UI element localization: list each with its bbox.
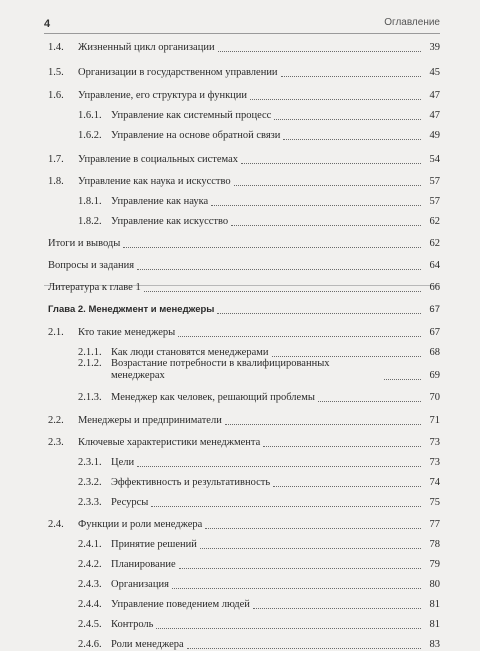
toc-entry: [78, 477, 440, 489]
toc-entry-number: 1.4.: [48, 42, 64, 53]
toc-dot-leader: [137, 466, 421, 467]
toc-entry-number: 2.4.1.: [78, 539, 102, 550]
toc-page-number: 74: [429, 477, 440, 488]
toc-entry-number: 2.2.: [48, 415, 64, 426]
toc-entry-title: Жизненный цикл организации: [78, 42, 215, 53]
toc-page-number: 45: [429, 67, 440, 78]
toc-entry: [48, 260, 440, 272]
toc-entry: [48, 282, 440, 294]
toc-entry-number: 1.7.: [48, 154, 64, 165]
toc-entry-title: Роли менеджера: [111, 639, 184, 650]
toc-entry-number: 2.4.4.: [78, 599, 102, 610]
toc-dot-leader: [272, 356, 421, 357]
toc-page-number: 71: [429, 415, 440, 426]
toc-entry: [78, 457, 440, 469]
toc-entry-title: Планирование: [111, 559, 176, 570]
toc-entry-title: Организация: [111, 579, 169, 590]
toc-entry-title: Ключевые характеристики менеджмента: [78, 437, 261, 448]
toc-dot-leader: [178, 336, 421, 337]
running-title: Оглавление: [384, 17, 440, 28]
toc-entry-number: 1.6.2.: [78, 130, 102, 141]
page-number: 4: [44, 18, 51, 30]
toc-dot-leader: [283, 139, 421, 140]
toc-entry-title: Управление как системный процесс: [111, 110, 272, 121]
toc-chapter-row: [48, 304, 440, 316]
toc-dot-leader: [172, 588, 421, 589]
toc-page-number: 68: [429, 347, 440, 358]
toc-entry-title: Организации в государственном управлении: [78, 67, 278, 78]
toc-entry-title: Менеджер как человек, решающий проблемы: [111, 392, 315, 403]
toc-entry-number: 2.3.: [48, 437, 64, 448]
header-rule: [44, 33, 440, 34]
toc-chapter-label: Глава 2.: [48, 304, 86, 315]
toc-entry-title: Управление, его структура и функции: [78, 90, 248, 101]
toc-page-number: 73: [429, 437, 440, 448]
toc-entry-title: Ресурсы: [111, 497, 149, 508]
toc-dot-leader: [211, 205, 421, 206]
toc-dot-leader: [218, 51, 421, 52]
toc-entry: [48, 437, 440, 449]
toc-page-number: 73: [429, 457, 440, 468]
toc-chapter-title: Менеджмент и менеджеры: [88, 304, 215, 315]
toc-entry-number: 2.1.2.: [78, 358, 102, 369]
toc-page-number: 57: [429, 176, 440, 187]
toc-dot-leader: [273, 486, 421, 487]
toc-page-number: 78: [429, 539, 440, 550]
toc-entry: [78, 130, 440, 142]
toc-page-number: 49: [429, 130, 440, 141]
toc-dot-leader: [263, 446, 421, 447]
toc-entry-number: 1.8.: [48, 176, 64, 187]
toc-entry-number: 2.4.6.: [78, 639, 102, 650]
toc-entry-title: Цели: [111, 457, 135, 468]
toc-dot-leader: [241, 163, 421, 164]
toc-entry-number: 2.1.1.: [78, 347, 102, 358]
toc-dot-leader: [144, 291, 421, 292]
toc-page-number: 81: [429, 619, 440, 630]
toc-entry-title: Управление как наука: [111, 196, 209, 207]
toc-entry: [48, 42, 440, 54]
toc-entry-number: 1.5.: [48, 67, 64, 78]
toc-dot-leader: [156, 628, 421, 629]
toc-dot-leader: [234, 185, 421, 186]
toc-entry: [48, 238, 440, 250]
toc-dot-leader: [137, 269, 421, 270]
toc-page-number: 80: [429, 579, 440, 590]
toc-entry-number: 2.4.2.: [78, 559, 102, 570]
toc-entry-title: Менеджеры и предприниматели: [78, 415, 222, 426]
toc-entry-number: 1.6.1.: [78, 110, 102, 121]
toc-entry-title: Управление в социальных системах: [78, 154, 239, 165]
toc-page-number: 67: [429, 327, 440, 338]
toc-dot-leader: [250, 99, 421, 100]
toc-entry: [78, 639, 440, 651]
toc-page-number: 47: [429, 90, 440, 101]
toc-dot-leader: [253, 608, 421, 609]
toc-dot-leader: [384, 379, 421, 380]
toc-entry: [48, 154, 440, 166]
toc-page-number: 47: [429, 110, 440, 121]
toc-entry-number: 2.4.3.: [78, 579, 102, 590]
toc-page-number: 79: [429, 559, 440, 570]
toc-entry: [78, 196, 440, 208]
toc-entry-title: Возрастание потребности в квалифицированных менеджерах: [111, 358, 330, 381]
toc-entry-title: Управление на основе обратной связи: [111, 130, 281, 141]
toc-page-number: 62: [429, 216, 440, 227]
toc-entry-title: Управление как наука и искусство: [78, 176, 231, 187]
toc-entry: [48, 90, 440, 102]
toc-entry: [48, 415, 440, 427]
toc-dot-leader: [231, 225, 421, 226]
toc-entry-title: Вопросы и задания: [48, 260, 135, 271]
toc-page-number: 62: [429, 238, 440, 249]
toc-entry: [48, 67, 440, 79]
toc-entry: [78, 216, 440, 228]
toc-entry: [78, 110, 440, 122]
toc-page-number: 39: [429, 42, 440, 53]
toc-entry: [78, 392, 440, 404]
toc-dot-leader: [151, 506, 421, 507]
toc-page-number: 69: [429, 370, 440, 381]
toc-page-number: 57: [429, 196, 440, 207]
toc-entry: [78, 539, 440, 551]
toc-entry-number: 2.4.5.: [78, 619, 102, 630]
toc-dot-leader: [225, 424, 421, 425]
toc-page-number: 67: [429, 304, 440, 315]
toc-entry-title: Принятие решений: [111, 539, 197, 550]
toc-entry-title: Контроль: [111, 619, 154, 630]
toc-entry-number: 2.1.: [48, 327, 64, 338]
toc-entry: [78, 619, 440, 631]
toc-entry: [48, 176, 440, 188]
toc-page-number: 81: [429, 599, 440, 610]
toc-entry-number: 2.3.2.: [78, 477, 102, 488]
toc-entry-title: Эффективность и результативность: [111, 477, 271, 488]
toc-dot-leader: [205, 528, 421, 529]
toc-entry: [78, 599, 440, 611]
toc-page-number: 64: [429, 260, 440, 271]
toc-entry: [48, 519, 440, 531]
toc-entry-title: Как люди становятся менеджерами: [111, 347, 269, 358]
toc-page-number: 66: [429, 282, 440, 293]
toc-dot-leader: [274, 119, 421, 120]
toc-entry-title: Управление поведением людей: [111, 599, 250, 610]
toc-dot-leader: [179, 568, 421, 569]
toc-entry-number: 2.1.3.: [78, 392, 102, 403]
toc-entry-number: 1.8.2.: [78, 216, 102, 227]
toc-page-number: 54: [429, 154, 440, 165]
toc-dot-leader: [187, 648, 421, 649]
toc-entry-title: Функции и роли менеджера: [78, 519, 203, 530]
toc-entry-number: 2.4.: [48, 519, 64, 530]
toc-dot-leader: [217, 313, 421, 314]
toc-entry-number: 2.3.3.: [78, 497, 102, 508]
toc-dot-leader: [318, 401, 421, 402]
toc-page-number: 77: [429, 519, 440, 530]
toc-entry-title: Итоги и выводы: [48, 238, 121, 249]
toc-entry-number: 1.6.: [48, 90, 64, 101]
toc-entry: [78, 358, 440, 382]
toc-entry: [78, 559, 440, 571]
toc-entry-number: 2.3.1.: [78, 457, 102, 468]
toc-page-number: 75: [429, 497, 440, 508]
toc-entry-title: Кто такие менеджеры: [78, 327, 176, 338]
toc-page-number: 70: [429, 392, 440, 403]
toc-entry: [48, 327, 440, 339]
toc-entry: [78, 497, 440, 509]
toc-entry-title: Литература к главе 1: [48, 282, 141, 293]
toc-entry-number: 1.8.1.: [78, 196, 102, 207]
toc-dot-leader: [123, 247, 421, 248]
toc-page-number: 83: [429, 639, 440, 650]
toc-dot-leader: [200, 548, 421, 549]
toc-entry-title: Управление как искусство: [111, 216, 229, 227]
toc-entry: [78, 579, 440, 591]
toc-dot-leader: [281, 76, 421, 77]
